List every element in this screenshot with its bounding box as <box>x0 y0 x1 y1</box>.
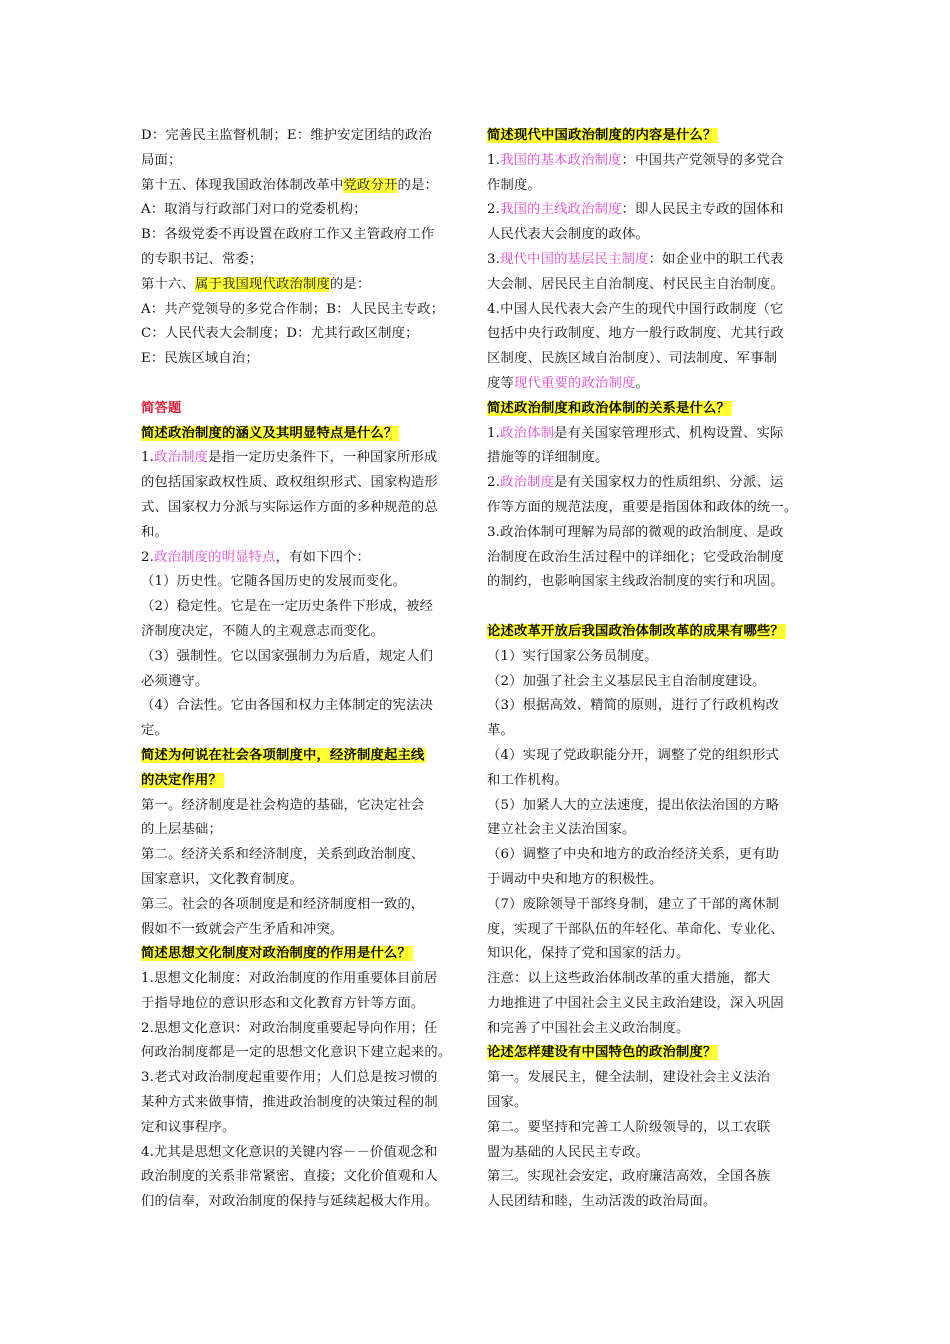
q15-option: A：取消与行政部门对口的党委机构； <box>141 202 367 218</box>
q15-option: 的专职书记、常委； <box>141 251 263 267</box>
s1-p1-line: 的包括国家政权性质、政权组织形式、国家构造形 <box>141 475 438 491</box>
r1-item1-term: 我国的基本政治制度 <box>500 152 622 168</box>
s3-line: 何政治制度都是一定的思想文化意识下建立起来的。 <box>141 1045 452 1061</box>
s3-line: 定和议事程序。 <box>141 1119 236 1135</box>
r2-item2-line2: 作等方面的规范法度，重要是指国体和政体的统一。 <box>487 499 798 515</box>
r4-line: 第一。发展民主，健全法制，建设社会主义法治 <box>487 1070 771 1086</box>
r2-item1-num: 1. <box>487 425 501 441</box>
s3-title <box>141 942 463 967</box>
r2-item-2 <box>487 471 809 496</box>
r3-line: 于调动中央和地方的积极性。 <box>487 871 663 887</box>
r4-line: 人民团结和睦，生动活泼的政治局面。 <box>487 1194 717 1210</box>
r4-title-text: 论述怎样建设有中国特色的政治制度？ <box>487 1045 717 1061</box>
r1-item-3 <box>487 248 809 273</box>
q16-suffix: 的是： <box>329 276 371 292</box>
r3-line: （6）调整了中央和地方的政治经济关系，更有助 <box>487 847 780 863</box>
r1-item2-line2: 人民代表大会制度的政体。 <box>487 227 649 243</box>
s2-line: 第三。社会的各项制度是和经济制度相一致的， <box>141 896 425 912</box>
spacer <box>487 595 809 620</box>
s3-line: 1.思想文化制度：对政治制度的作用重要体目前居 <box>141 971 438 987</box>
r3-line: 注意：以上这些政治体制改革的重大措施，都大 <box>487 971 771 987</box>
r1-item3-line2: 大会制、居民民主自治制度、村民民主自治制度。 <box>487 276 784 292</box>
r2-title-text: 简述政治制度和政治体制的关系是什么？ <box>487 400 730 416</box>
s1-paragraph-1 <box>141 446 463 471</box>
r2-item1-term: 政治体制 <box>500 425 555 441</box>
q15-option: B：各级党委不再设置在政府工作又主管政府工作 <box>141 227 435 243</box>
q15-prefix: 第十五、体现我国政治体制改革中 <box>141 177 344 193</box>
s2-line: 第二。经济关系和经济制度，关系到政治制度、 <box>141 847 425 863</box>
s1-item: （1）历史性。它随各国历史的发展而变化。 <box>141 574 407 590</box>
r1-item1-num: 1. <box>487 152 501 168</box>
s3-line: 4.尤其是思想文化意识的关键内容－－价值观念和 <box>141 1144 438 1160</box>
s1-p1-line: 式、国家权力分派与实际运作方面的多种规范的总 <box>141 499 438 515</box>
q16-option: A：共产党领导的多党合作制；B：人民民主专政； <box>141 301 445 317</box>
s3-line: 某种方式来做事情，推进政治制度的决策过程的制 <box>141 1095 438 1111</box>
s1-p1-text: 是指一定历史条件下，一种国家所形成 <box>208 450 438 466</box>
r1-item4-term: 现代重要的政治制度 <box>514 375 636 391</box>
q16-highlight: 属于我国现代政治制度 <box>195 276 330 292</box>
spacer <box>141 372 463 397</box>
s2-line: 的上层基础； <box>141 822 222 838</box>
r4-line: 第二。要坚持和完善工人阶级领导的，以工农联 <box>487 1119 771 1135</box>
r2-item3-line: 的制约，也影响国家主线政治制度的实行和巩固。 <box>487 574 784 590</box>
s1-item: 济制度决定，不随人的主观意志而变化。 <box>141 623 384 639</box>
r1-item4-line: 区制度、民族区域自治制度）、司法制度、军事制 <box>487 351 778 367</box>
s3-line: 们的信奉，对政治制度的保持与延续起极大作用。 <box>141 1194 438 1210</box>
r1-item3-rest: ：如企业中的职工代表 <box>648 251 784 267</box>
r2-item2-rest: 是有关国家权力的性质组织、分派、运 <box>554 475 784 491</box>
r4-title <box>487 1041 809 1066</box>
r2-item2-term: 政治制度 <box>500 475 555 491</box>
r3-title-text: 论述改革开放后我国政治体制改革的成果有哪些？ <box>487 623 784 639</box>
r3-line: 力地推进了中国社会主义民主政治建设，深入巩固 <box>487 995 784 1011</box>
r1-item-2 <box>487 198 809 223</box>
q15-suffix: 的是： <box>397 177 438 193</box>
r1-title <box>487 124 809 149</box>
s1-p2-num: 2. <box>141 549 155 565</box>
s3-line: 2.思想文化意识：对政治制度重要起导向作用；任 <box>141 1020 438 1036</box>
q16-option: C：人民代表大会制度；D：尤其行政区制度； <box>141 326 419 342</box>
s3-line: 政治制度的关系非常紧密、直接；文化价值观和人 <box>141 1169 438 1185</box>
s3-line: 于指导地位的意识形态和文化教育方针等方面。 <box>141 995 425 1011</box>
left-column <box>141 124 463 1215</box>
r3-line: 建立社会主义法治国家。 <box>487 822 636 838</box>
s1-p1-term: 政治制度 <box>154 450 209 466</box>
s2-title-line: 简述为何说在社会各项制度中，经济制度起主线 <box>141 747 425 763</box>
s1-item: 必须遵守。 <box>141 673 209 689</box>
r1-item4-last <box>487 372 809 397</box>
r3-line: 知识化，保持了党和国家的活力。 <box>487 946 690 962</box>
intro-line: D：完善民主监督机制；E：维护安定团结的政治 <box>141 128 432 143</box>
s1-p2-term: 政治制度的明显特点 <box>154 549 276 565</box>
s3-line: 3.老式对政治制度起重要作用；人们总是按习惯的 <box>141 1070 438 1086</box>
r1-title-text: 简述现代中国政治制度的内容是什么？ <box>487 128 717 143</box>
r3-title <box>487 620 809 645</box>
r3-line: 和完善了中国社会主义政治制度。 <box>487 1020 690 1036</box>
s2-line: 假如不一致就会产生矛盾和冲突。 <box>141 921 344 937</box>
s1-item: （3）强制性。它以国家强制力为后盾，规定人们 <box>141 648 434 664</box>
r2-item-1 <box>487 422 809 447</box>
s1-p1-line: 和。 <box>141 524 168 540</box>
r3-line: （7）废除领导干部终身制，建立了干部的离休制 <box>487 896 780 912</box>
r3-line: 度，实现了干部队伍的年轻化、革命化、专业化、 <box>487 921 784 937</box>
section-title: 简答题 <box>141 400 182 416</box>
s2-title-line: 的决定作用？ <box>141 772 222 788</box>
r1-item1-line2: 作制度。 <box>487 177 541 193</box>
r1-item4-line: 包括中央行政制度、地方一般行政制度、尤其行政 <box>487 326 784 342</box>
r1-item3-num: 3. <box>487 251 501 267</box>
q15-highlight: 党政分开 <box>343 177 398 193</box>
s2-title <box>141 769 463 794</box>
r2-item3-line: 治制度在政治生活过程中的详细化；它受政治制度 <box>487 549 784 565</box>
r1-item-1 <box>487 149 809 174</box>
r1-item2-term: 我国的主线政治制度 <box>500 202 622 218</box>
s2-title <box>141 744 463 769</box>
r2-title <box>487 397 809 422</box>
question-16 <box>141 273 463 298</box>
r4-line: 第三。实现社会安定，政府廉洁高效，全国各族 <box>487 1169 771 1185</box>
r1-item1-rest: ：中国共产党领导的多党合 <box>621 152 784 168</box>
r4-line: 国家。 <box>487 1095 528 1111</box>
r1-item2-num: 2. <box>487 202 501 218</box>
r3-line: 和工作机构。 <box>487 772 568 788</box>
r3-line: （5）加紧人大的立法速度，提出依法治国的方略 <box>487 797 780 813</box>
r3-line: （3）根据高效、精简的原则，进行了行政机构改 <box>487 698 780 714</box>
s3-title-text: 简述思想文化制度对政治制度的作用是什么？ <box>141 946 411 962</box>
r1-item4-suffix: 。 <box>635 375 649 391</box>
r3-line: （4）实现了党政职能分开，调整了党的组织形式 <box>487 747 780 763</box>
r2-item1-line2: 措施等的详细制度。 <box>487 450 609 466</box>
s1-title <box>141 422 463 447</box>
s2-line: 第一。经济制度是社会构造的基础，它决定社会 <box>141 797 425 813</box>
r1-item2-rest: ：即人民民主专政的国体和 <box>621 202 784 218</box>
s1-paragraph-2 <box>141 546 463 571</box>
r3-line: （1）实行国家公务员制度。 <box>487 648 658 664</box>
s2-line: 国家意识，文化教育制度。 <box>141 871 303 887</box>
s1-title-text: 简述政治制度的涵义及其明显特点是什么？ <box>141 425 398 441</box>
r2-item2-num: 2. <box>487 475 501 491</box>
r2-item1-rest: 是有关国家管理形式、机构设置、实际 <box>554 425 784 441</box>
s1-p1-num: 1. <box>141 450 155 466</box>
r2-item3-line: 3.政治体制可理解为局部的微观的政治制度、是政 <box>487 524 784 540</box>
r3-line: 革。 <box>487 723 514 739</box>
r1-item4-line: 4.中国人民代表大会产生的现代中国行政制度（它 <box>487 301 784 317</box>
r3-line: （2）加强了社会主义基层民主自治制度建设。 <box>487 673 766 689</box>
s1-item: （4）合法性。它由各国和权力主体制定的宪法决 <box>141 698 434 714</box>
s1-item: 定。 <box>141 723 168 739</box>
question-15 <box>141 174 463 199</box>
s1-p2-suffix: ，有如下四个： <box>275 549 371 565</box>
r1-item3-term: 现代中国的基层民主制度 <box>500 251 649 267</box>
s1-item: （2）稳定性。它是在一定历史条件下形成，被经 <box>141 599 434 615</box>
q16-prefix: 第十六、 <box>141 276 195 292</box>
r1-item4-prefix: 度等 <box>487 375 514 391</box>
q16-option: E：民族区域自治； <box>141 351 259 367</box>
right-column <box>487 124 809 1215</box>
r4-line: 盟为基础的人民民主专政。 <box>487 1144 649 1160</box>
intro-line: 局面； <box>141 152 182 168</box>
